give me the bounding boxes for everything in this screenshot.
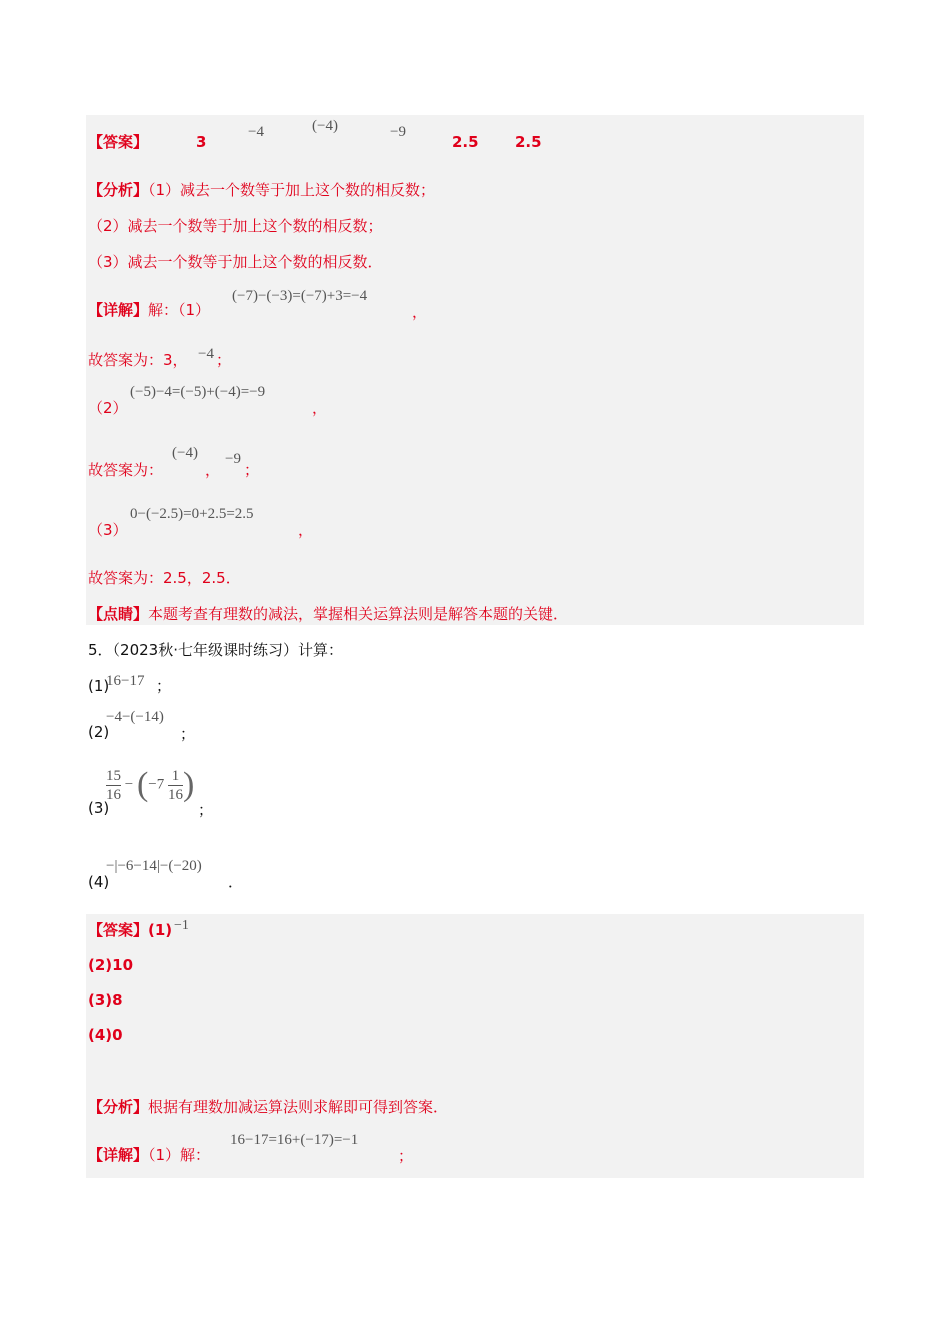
equation-3-prefix: （3） [88, 521, 128, 539]
q5-part-3-close-paren: ) [183, 766, 195, 803]
detail-2-prefix: （1）解： [148, 1146, 211, 1164]
q5-part-1-label: (1) [88, 677, 110, 695]
detail-2-line [88, 1145, 210, 1165]
answer-6: 2.5 [515, 133, 542, 151]
answer-2-line-1 [88, 920, 172, 940]
answer-5: 2.5 [452, 133, 479, 151]
analysis-2-tag: 【分析】 [88, 1098, 149, 1116]
question-5-title: 5．（2023秋·七年级课时练习）计算： [88, 641, 343, 659]
answer-2-a4: (4)0 [88, 1026, 123, 1044]
equation-1-comma: ， [412, 303, 428, 321]
equation-3-comma: ， [298, 521, 314, 539]
q5-part-1-end: ； [156, 677, 172, 695]
equation-2: (−5)−4=(−5)+(−4)=−9 [130, 384, 266, 400]
detail-2-tag: 【详解】 [88, 1146, 149, 1164]
q5-part-3-numerator: 15 [106, 767, 121, 784]
q5-part-3-fraction [106, 767, 121, 804]
answer-line-2-comma: ， [205, 461, 221, 479]
q5-part-3-denominator: 16 [106, 786, 121, 803]
q5-part-1-math: 16−17 [106, 673, 145, 689]
equation-2-comma: ， [312, 399, 328, 417]
analysis-2-text: 根据有理数加减运算法则求解即可得到答案． [148, 1098, 449, 1116]
solution-block-2 [86, 914, 864, 1178]
answer-3: (−4) [312, 118, 338, 134]
q5-part-3-whole: −7 [148, 776, 165, 793]
answer-2-a1-label: (1) [148, 921, 173, 939]
equation-1: (−7)−(−3)=(−7)+3=−4 [232, 288, 368, 304]
detail-tag: 【详解】 [88, 301, 149, 319]
q5-part-3-label: (3) [88, 799, 110, 817]
answer-4: −9 [390, 124, 406, 140]
answer-line-3: 故答案为：2.5，2.5． [88, 569, 241, 587]
answer-line-1: 故答案为：3， [88, 351, 188, 369]
q5-part-3-inner-fraction [168, 767, 183, 804]
q5-part-3-inner-denominator: 16 [168, 786, 184, 803]
q5-part-3-minus: − [124, 776, 134, 793]
answer-2: −4 [248, 124, 264, 140]
detail-prefix: 解：（1） [148, 301, 211, 319]
answer-line-1-end: ； [216, 351, 232, 369]
answer-1: 3 [196, 133, 207, 151]
analysis-line-1 [88, 180, 435, 200]
answer-line-1-math: −4 [198, 346, 214, 362]
q5-part-4-math: −|−6−14|−(−20) [106, 858, 202, 874]
comment-tag: 【点睛】 [88, 605, 149, 623]
detail-line-1 [88, 300, 210, 320]
analysis-tag: 【分析】 [88, 181, 149, 199]
q5-part-4-end: ． [228, 873, 244, 891]
answer-2-a1-math: −1 [174, 918, 189, 933]
q5-part-3-open-paren: ( [136, 766, 149, 803]
q5-part-2-end: ； [180, 725, 196, 743]
q5-part-2-label: (2) [88, 723, 110, 741]
q5-part-3-math [106, 766, 194, 804]
q5-part-2-math: −4−(−14) [106, 709, 164, 725]
q5-part-3-end: ； [198, 801, 214, 819]
analysis-line-2: （2）减去一个数等于加上这个数的相反数； [88, 217, 383, 235]
answer-2-a2: (2)10 [88, 956, 134, 974]
answer-line-2-math-a: (−4) [172, 445, 198, 461]
answer-2-a3: (3)8 [88, 991, 123, 1009]
q5-part-3-inner-numerator: 1 [171, 767, 180, 784]
detail-2-equation: 16−17=16+(−17)=−1 [230, 1132, 359, 1148]
answer-line-2-math-b: −9 [225, 451, 241, 467]
detail-2-end: ； [398, 1147, 414, 1165]
answer-line-2-end: ； [244, 461, 260, 479]
answer-tag: 【答案】 [88, 133, 149, 151]
answer-line-2: 故答案为： [88, 461, 164, 479]
q5-part-4-label: (4) [88, 873, 110, 891]
equation-2-prefix: （2） [88, 399, 128, 417]
comment-text: 本题考查有理数的减法，掌握相关运算法则是解答本题的关键． [148, 605, 569, 623]
comment-line [88, 604, 568, 624]
answer-2-tag: 【答案】 [88, 921, 149, 939]
analysis-text-1: （1）减去一个数等于加上这个数的相反数； [148, 181, 436, 199]
equation-3: 0−(−2.5)=0+2.5=2.5 [130, 506, 254, 522]
analysis-2-line [88, 1097, 448, 1117]
analysis-line-3: （3）减去一个数等于加上这个数的相反数． [88, 253, 383, 271]
